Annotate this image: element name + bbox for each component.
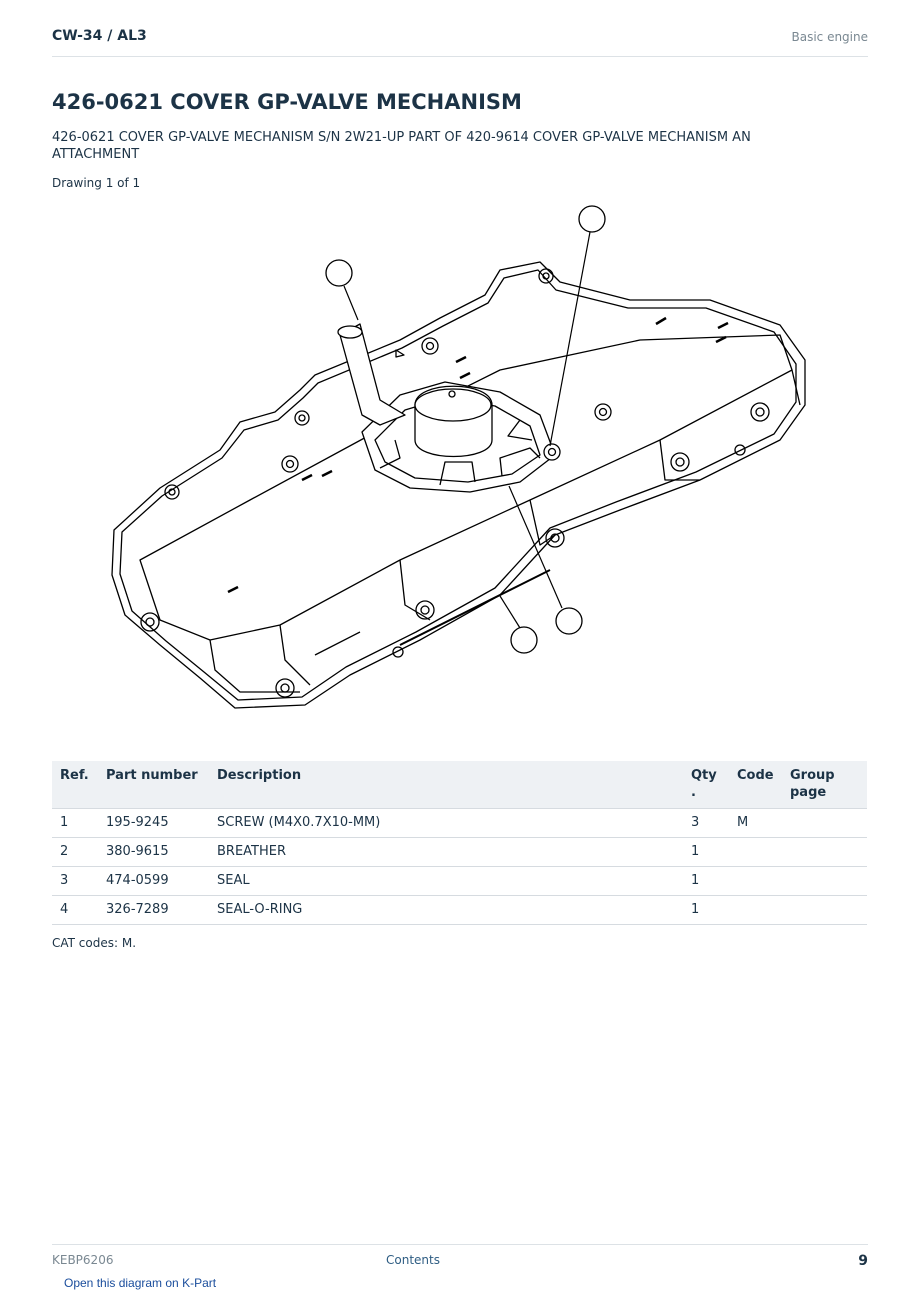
col-description: Description bbox=[209, 761, 683, 809]
table-header-row bbox=[52, 761, 867, 809]
col-part-number: Part number bbox=[98, 761, 209, 809]
cell-group-page bbox=[782, 838, 867, 867]
cell-code bbox=[729, 896, 782, 925]
col-qty: Qty . bbox=[683, 761, 729, 809]
section-label: Basic engine bbox=[791, 30, 868, 44]
page-subtitle: 426-0621 COVER GP-VALVE MECHANISM S/N 2W21-UP PART OF 420-9614 COVER GP-VALVE MECHANISM AN ATTACHMENT bbox=[52, 130, 751, 162]
cell-qty: 1 bbox=[683, 867, 729, 896]
cell-part-number: 380-9615 bbox=[98, 838, 209, 867]
cell-ref: 2 bbox=[52, 838, 98, 867]
cell-group-page bbox=[782, 809, 867, 838]
cell-qty: 1 bbox=[683, 896, 729, 925]
cell-group-page bbox=[782, 867, 867, 896]
cell-description: BREATHER bbox=[209, 838, 683, 867]
col-code: Code bbox=[729, 761, 782, 809]
cell-qty: 1 bbox=[683, 838, 729, 867]
col-ref: Ref. bbox=[52, 761, 98, 809]
page-number: 9 bbox=[858, 1253, 868, 1269]
cell-description: SCREW (M4X0.7X10-MM) bbox=[209, 809, 683, 838]
cell-code: M bbox=[729, 809, 782, 838]
table-row bbox=[52, 896, 867, 925]
parts-diagram bbox=[100, 200, 820, 745]
table-row bbox=[52, 867, 867, 896]
cell-qty: 3 bbox=[683, 809, 729, 838]
cell-part-number: 195-9245 bbox=[98, 809, 209, 838]
valve-mechanism-cover-icon bbox=[100, 200, 820, 745]
model-label: CW-34 / AL3 bbox=[52, 28, 147, 44]
page-footer bbox=[52, 1244, 868, 1275]
cell-description: SEAL-O-RING bbox=[209, 896, 683, 925]
col-group-page: Group page bbox=[782, 761, 867, 809]
cat-codes-note: CAT codes: M. bbox=[52, 936, 137, 950]
contents-link[interactable]: Contents bbox=[386, 1253, 440, 1267]
cell-part-number: 326-7289 bbox=[98, 896, 209, 925]
parts-table bbox=[52, 761, 867, 925]
page-title: 426-0621 COVER GP-VALVE MECHANISM bbox=[52, 90, 522, 114]
cell-group-page bbox=[782, 896, 867, 925]
table-row bbox=[52, 809, 867, 838]
cell-code bbox=[729, 838, 782, 867]
cell-description: SEAL bbox=[209, 867, 683, 896]
page-header bbox=[52, 28, 868, 57]
table-row bbox=[52, 838, 867, 867]
cell-code bbox=[729, 867, 782, 896]
drawing-count: Drawing 1 of 1 bbox=[52, 176, 141, 190]
cell-ref: 1 bbox=[52, 809, 98, 838]
document-id: KEBP6206 bbox=[52, 1253, 114, 1267]
open-kpart-link[interactable]: Open this diagram on K-Part bbox=[64, 1276, 217, 1290]
cell-ref: 3 bbox=[52, 867, 98, 896]
cell-part-number: 474-0599 bbox=[98, 867, 209, 896]
cell-ref: 4 bbox=[52, 896, 98, 925]
